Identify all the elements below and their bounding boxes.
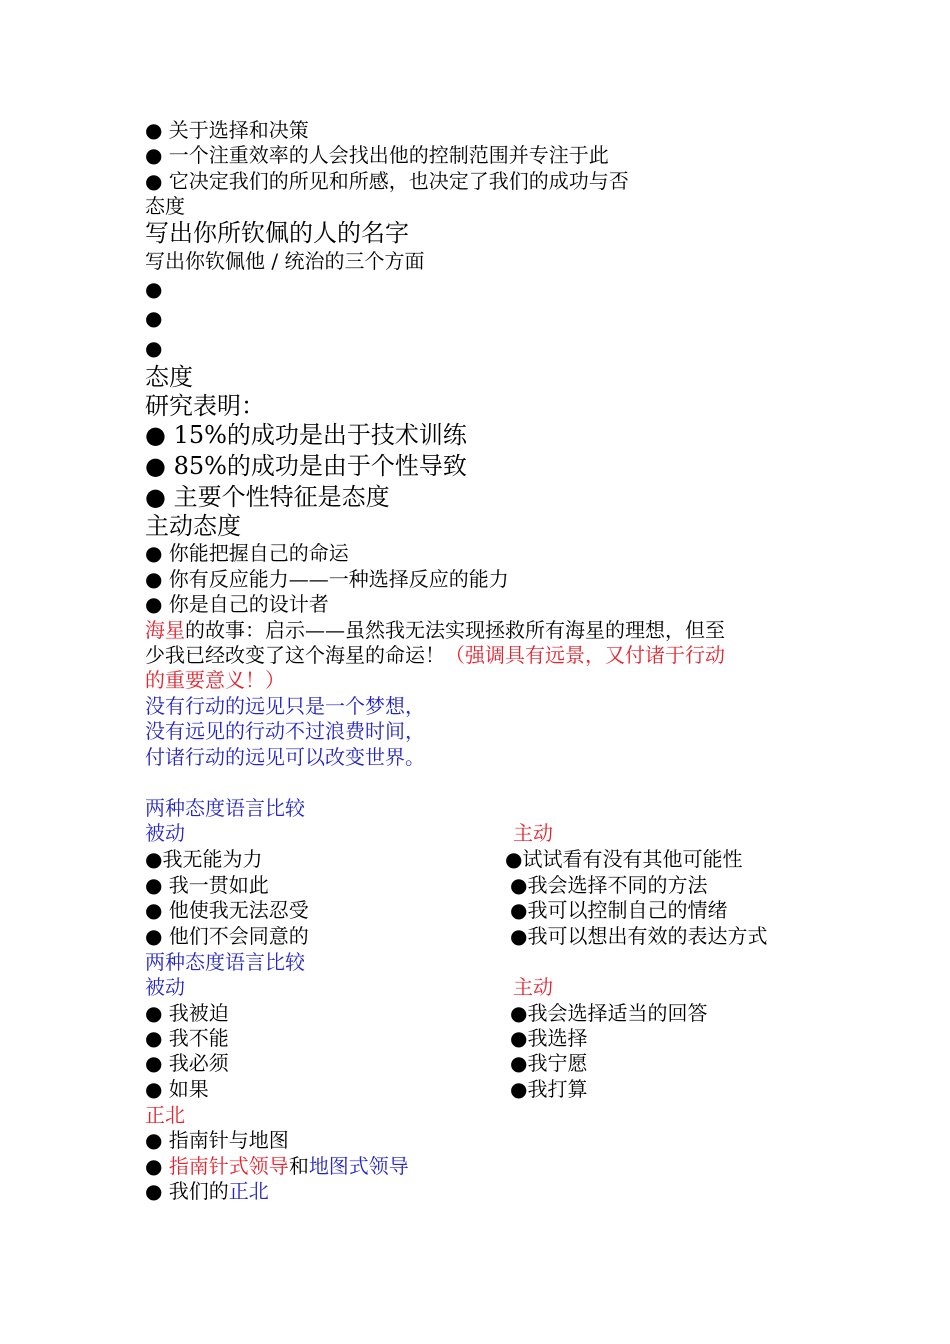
bullet-efficiency: ● 一个注重效率的人会找出他的控制范围并专注于此 <box>145 143 609 167</box>
compare1-passive-label: 被动 <box>145 821 185 845</box>
compare2-active-3: ●我宁愿 <box>510 1051 588 1075</box>
heading-true-north: 正北 <box>145 1103 185 1127</box>
compare2-active-1: ●我会选择适当的回答 <box>510 1001 708 1025</box>
story-line-1: 海星的故事：启示——虽然我无法实现拯救所有海星的理想，但至 <box>145 618 725 642</box>
compare2-passive-3: ● 我必须 <box>145 1051 229 1075</box>
compare2-passive-label: 被动 <box>145 975 185 999</box>
empty-bullet-2: ● <box>145 306 163 330</box>
research-item-main: ● 主要个性特征是态度 <box>145 483 390 511</box>
north-item-leadership: ● 指南针式领导和地图式领导 <box>145 1154 409 1178</box>
bullet-decision: ● 关于选择和决策 <box>145 118 309 142</box>
bullet-success: ● 它决定我们的所见和所感，也决定了我们的成功与否 <box>145 169 629 193</box>
compare1-active-3: ●我可以控制自己的情绪 <box>510 898 728 922</box>
quote-line-1: 没有行动的远见只是一个梦想， <box>145 694 425 718</box>
compare1-active-4: ●我可以想出有效的表达方式 <box>510 924 768 948</box>
compare1-active-label: 主动 <box>513 821 553 845</box>
active-item-destiny: ● 你能把握自己的命运 <box>145 541 349 565</box>
research-item-15: ● 15%的成功是出于技术训练 <box>145 421 467 449</box>
exercise-title: 写出你所钦佩的人的名字 <box>145 219 409 247</box>
compare1-title: 两种态度语言比较 <box>145 796 305 820</box>
north-item-our-north: ● 我们的正北 <box>145 1179 269 1203</box>
active-item-designer: ● 你是自己的设计者 <box>145 592 329 616</box>
quote-line-2: 没有远见的行动不过浪费时间， <box>145 719 425 743</box>
active-item-response: ● 你有反应能力——一种选择反应的能力 <box>145 567 509 591</box>
compare2-title: 两种态度语言比较 <box>145 950 305 974</box>
heading-active-attitude: 主动态度 <box>145 512 241 540</box>
compare1-passive-4: ● 他们不会同意的 <box>145 924 309 948</box>
heading-attitude: 态度 <box>145 363 193 391</box>
compare2-active-2: ●我选择 <box>510 1026 588 1050</box>
north-item-compass-map: ● 指南针与地图 <box>145 1128 289 1152</box>
story-line-2: 少我已经改变了这个海星的命运！（强调具有远景，又付诸于行动 <box>145 643 725 667</box>
quote-line-3: 付诸行动的远见可以改变世界。 <box>145 745 425 769</box>
compare1-passive-2: ● 我一贯如此 <box>145 873 269 897</box>
compare1-passive-1: ●我无能为力 <box>145 847 263 871</box>
compare2-active-4: ●我打算 <box>510 1077 588 1101</box>
story-line-3: 的重要意义！） <box>145 668 285 692</box>
compare2-passive-4: ● 如果 <box>145 1077 209 1101</box>
exercise-subtitle: 写出你钦佩他 / 统治的三个方面 <box>145 249 425 273</box>
heading-attitude-small: 态度 <box>145 194 185 218</box>
map-leadership: 地图式领导 <box>308 1154 409 1178</box>
compare1-active-1: ●试试看有没有其他可能性 <box>505 847 743 871</box>
research-item-85: ● 85%的成功是由于个性导致 <box>145 452 467 480</box>
compare1-passive-3: ● 他使我无法忍受 <box>145 898 309 922</box>
compare1-active-2: ●我会选择不同的方法 <box>510 873 708 897</box>
research-label: 研究表明： <box>145 392 265 420</box>
empty-bullet-3: ● <box>145 336 163 360</box>
compass-leadership: 指南针式领导 <box>168 1154 289 1178</box>
empty-bullet-1: ● <box>145 277 163 301</box>
compare2-passive-2: ● 我不能 <box>145 1026 229 1050</box>
compare2-active-label: 主动 <box>513 975 553 999</box>
compare2-passive-1: ● 我被迫 <box>145 1001 229 1025</box>
story-keyword: 海星 <box>145 618 185 642</box>
